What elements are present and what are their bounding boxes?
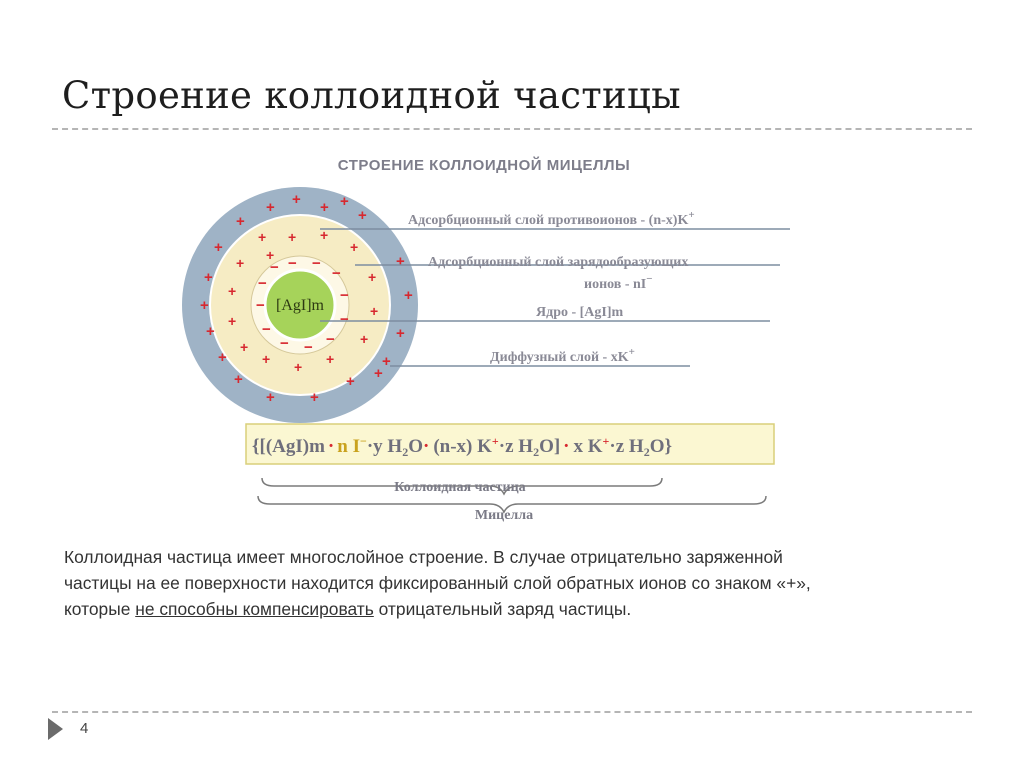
- svg-text:+: +: [370, 303, 379, 319]
- svg-text:−: −: [312, 255, 321, 272]
- svg-text:+: +: [236, 213, 245, 230]
- svg-text:+: +: [396, 325, 405, 342]
- svg-text:−: −: [332, 265, 341, 282]
- svg-text:+: +: [288, 229, 297, 245]
- svg-text:+: +: [404, 287, 413, 304]
- svg-text:+: +: [360, 331, 369, 347]
- body-line-1: Коллоидная частица имеет многослойное строение. В случае отрицательно заряженной: [64, 547, 783, 567]
- svg-text:+: +: [236, 255, 245, 271]
- micelle-formula: {[(AgI)m · n I−·y $H_2O\cdot (n-x)$ K+·z $H_2O] \cdot x$ K+·z $H_2O$}: [252, 434, 672, 459]
- core-description-label: Ядро - [AgI]m: [536, 305, 624, 320]
- svg-text:+: +: [368, 269, 377, 285]
- svg-text:−: −: [340, 287, 349, 304]
- svg-text:−: −: [256, 297, 265, 314]
- svg-text:+: +: [228, 283, 237, 299]
- svg-text:−: −: [270, 259, 279, 276]
- core-label: [AgI]m: [276, 297, 324, 314]
- svg-text:+: +: [218, 349, 227, 366]
- svg-text:−: −: [258, 275, 267, 292]
- svg-text:+: +: [258, 229, 267, 245]
- svg-text:+: +: [292, 191, 301, 208]
- body-line-3-end: отрицательный заряд частицы.: [373, 599, 632, 619]
- svg-text:−: −: [280, 335, 289, 352]
- body-line-3: [64, 596, 964, 622]
- svg-text:+: +: [374, 365, 383, 382]
- micelle-diagram: [170, 140, 800, 530]
- svg-text:−: −: [304, 339, 313, 356]
- svg-text:+: +: [320, 199, 329, 216]
- diagram-heading: СТРОЕНИЕ КОЛЛОИДНОЙ МИЦЕЛЛЫ: [337, 157, 631, 174]
- svg-text:+: +: [350, 239, 359, 255]
- micelle-label: Мицелла: [474, 508, 534, 523]
- svg-text:−: −: [340, 311, 349, 328]
- svg-text:−: −: [262, 321, 271, 338]
- svg-text:+: +: [382, 353, 391, 370]
- colloid-particle-label: Коллоидная частица: [394, 480, 526, 495]
- svg-text:+: +: [396, 253, 405, 270]
- potential-layer-label-line2: ионов - nI−: [584, 273, 653, 292]
- svg-text:+: +: [358, 207, 367, 224]
- svg-text:+: +: [214, 239, 223, 256]
- svg-text:+: +: [310, 389, 319, 406]
- svg-text:+: +: [200, 297, 209, 314]
- svg-text:−: −: [288, 255, 297, 272]
- svg-text:+: +: [266, 199, 275, 216]
- svg-text:+: +: [262, 351, 271, 367]
- counterion-layer-label: Адсорбционный слой противоионов - (n-x)K+: [408, 209, 695, 228]
- svg-text:+: +: [346, 373, 355, 390]
- svg-text:+: +: [320, 227, 329, 243]
- svg-text:+: +: [204, 269, 213, 286]
- svg-text:+: +: [206, 323, 215, 340]
- triangle-bullet-icon: [48, 718, 63, 740]
- svg-text:+: +: [228, 313, 237, 329]
- svg-text:+: +: [266, 247, 275, 263]
- svg-text:+: +: [266, 389, 275, 406]
- micelle-diagram-svg: [170, 140, 800, 530]
- potential-layer-label-line1: Адсорбционный слой зарядообразующих: [428, 255, 689, 270]
- svg-text:+: +: [326, 351, 335, 367]
- underlined-phrase: не способны компенсировать: [135, 599, 374, 619]
- body-line-3-start: которые: [64, 599, 136, 619]
- svg-text:−: −: [326, 331, 335, 348]
- body-line-2: частицы на ее поверхности находится фиксированный слой обратных ионов со знаком «+»,: [64, 573, 811, 593]
- slide-title: Строение коллоидной частицы: [62, 74, 681, 117]
- svg-text:+: +: [294, 359, 303, 375]
- svg-text:+: +: [240, 339, 249, 355]
- page-number: 4: [80, 720, 89, 737]
- title-divider: [52, 128, 972, 130]
- svg-text:+: +: [234, 371, 243, 388]
- body-paragraph: [64, 544, 964, 622]
- diffuse-layer-label: Диффузный слой - xK+: [490, 346, 635, 365]
- svg-text:+: +: [340, 193, 349, 210]
- footer-divider: [52, 711, 972, 713]
